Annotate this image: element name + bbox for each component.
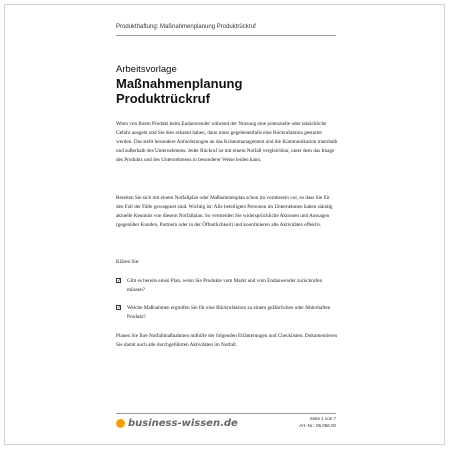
preparation-paragraph: Bereiten Sie sich mit einem Notfallplan oder Maßnahmenplan schon im vornherein vor, so dass Sie für den Fall der Fälle gewappnet sind. Wichtig ist: Alle beteiligten Personen im Unternehmen haben ständig aktuelle Kenntnis von diesem Notfallplan. So vermeiden Sie widersprüchliche Aktionen und Aussagen (gegenüber Kunden, Partnern oder in der Öffentlichkeit) und koordinieren alle Aktivitäten effektiv. — [116, 195, 333, 229]
checkbox-icon[interactable]: ✓ — [117, 305, 122, 311]
closing-paragraph: Planen Sie Ihre Notfallmaßnahmen mithilfe der folgenden Erläuterungen und Checklisten. Dokumentieren Sie damit auch alle durchgeführten Aktivitäten im Notfall. — [116, 333, 338, 349]
brand-name: business-wissen.de — [128, 418, 238, 429]
running-header: Produkthaftung: Maßnahmenplanung Produktrückruf — [116, 24, 256, 30]
brand-dot-icon — [116, 419, 125, 428]
header-divider — [116, 35, 336, 36]
page-info — [267, 415, 336, 429]
document-type-label: Arbeitsvorlage — [116, 64, 177, 75]
clarify-heading: Klären Sie: — [116, 259, 140, 265]
intro-paragraph: Wenn von Ihrem Produkt beim Endanwender während der Nutzung eine potenzielle oder tatsächliche Gefahr ausgeht und Sie dies erkannt haben, dann muss gegebenenfalls eine Rückrufaktion gestartet werden. Das stellt besondere Anforderungen an das Krisenmanagement und die Kommunikation innerhalb und außerhalb des Unternehmens. Jeder Rückruf ist mit einem Notfall vergleichbar, unter dem das Image des Produkts und des Unternehmens in besonderer Weise leiden kann. — [116, 121, 338, 164]
document-title-line-1: Maßnahmenplanung — [116, 76, 243, 91]
checklist-item-text: Welche Maßnahmen ergreifen Sie für eine Rückrufaktion zu einem gefährlichen oder fehlerhaften Produkt? — [127, 305, 331, 321]
checklist-item-text: Gibt es bereits einen Plan, wenn Sie Produkte vom Markt und vom Endanwender zurückrufen müssen? — [127, 278, 323, 294]
checkbox-icon[interactable]: ✓ — [117, 278, 122, 284]
document-title-line-2: Produktrückruf — [116, 91, 210, 106]
page-number: Seite 1 von 7 — [309, 416, 336, 421]
article-number: Art.-Nr.: 06.066.00 — [299, 423, 336, 428]
footer-divider — [116, 413, 336, 414]
document-title — [116, 76, 346, 106]
brand-logo — [116, 418, 238, 429]
document-page — [4, 4, 445, 445]
